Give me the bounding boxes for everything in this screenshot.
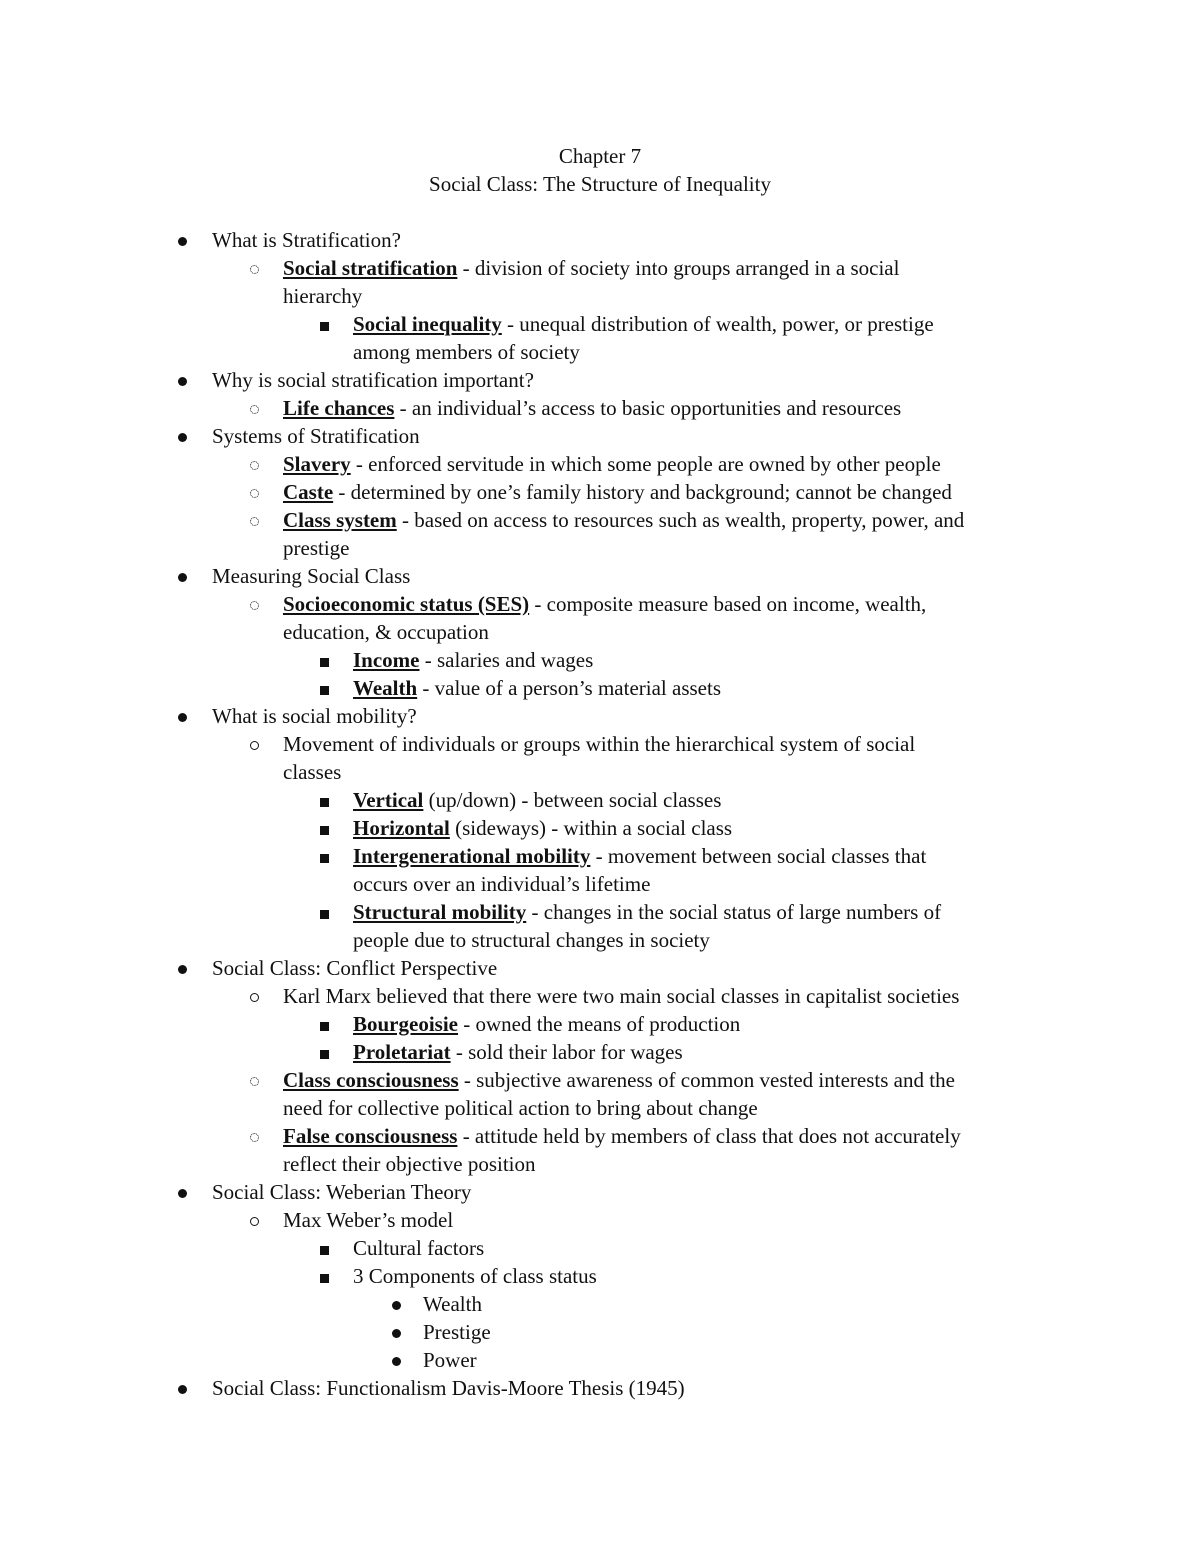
outline-item [0, 646, 1200, 674]
item-text: 3 Components of class status [353, 1264, 597, 1288]
chapter-subtitle: Social Class: The Structure of Inequality [429, 172, 771, 196]
item-text: Social Class: Weberian Theory [212, 1180, 472, 1204]
item-text: - unequal distribution of wealth, power, or prestige [501, 312, 934, 336]
outline-item [0, 422, 1200, 450]
outline-item [0, 1374, 1200, 1402]
outline-item [0, 282, 1200, 310]
item-text: (sideways) - within a social class [449, 816, 733, 840]
outline-item [0, 1150, 1200, 1178]
bullet-square-icon [320, 826, 329, 835]
bullet-ring-icon [250, 1217, 259, 1226]
item-text: people due to structural changes in society [353, 928, 710, 952]
outline-item [0, 366, 1200, 394]
key-term: Income [353, 648, 420, 672]
outline-item [0, 562, 1200, 590]
bullet-ring-dotted-icon [250, 1077, 259, 1086]
outline-item [0, 1066, 1200, 1094]
bullet-ring-icon [250, 993, 259, 1002]
outline-item [0, 1318, 1200, 1346]
outline-item [0, 226, 1200, 254]
bullet-square-icon [320, 686, 329, 695]
bullet-dot-icon [392, 1301, 401, 1310]
key-term: Social inequality [353, 312, 502, 336]
item-text: - subjective awareness of common vested interests and the [458, 1068, 955, 1092]
bullet-dot-icon [392, 1329, 401, 1338]
outline-item [0, 534, 1200, 562]
item-text: prestige [283, 536, 350, 560]
bullet-dot-icon [178, 573, 187, 582]
outline-item [0, 618, 1200, 646]
outline-item [0, 338, 1200, 366]
key-term: Intergenerational mobility [353, 844, 591, 868]
item-text: reflect their objective position [283, 1152, 536, 1176]
item-text: What is Stratification? [212, 228, 401, 252]
item-text: Why is social stratification important? [212, 368, 534, 392]
item-text: What is social mobility? [212, 704, 417, 728]
bullet-dot-icon [178, 433, 187, 442]
item-text: - division of society into groups arranged in a social [457, 256, 900, 280]
bullet-square-icon [320, 658, 329, 667]
key-term: False consciousness [283, 1124, 458, 1148]
bullet-ring-dotted-icon [250, 517, 259, 526]
item-text: hierarchy [283, 284, 363, 308]
key-term: Life chances [283, 396, 395, 420]
item-text: Prestige [423, 1320, 491, 1344]
outline-item [0, 1178, 1200, 1206]
outline-item [0, 730, 1200, 758]
outline-item [0, 1346, 1200, 1374]
item-text: Movement of individuals or groups within the hierarchical system of social [283, 732, 916, 756]
bullet-square-icon [320, 322, 329, 331]
item-text: classes [283, 760, 342, 784]
bullet-dot-icon [178, 713, 187, 722]
item-text: - attitude held by members of class that does not accurately [457, 1124, 961, 1148]
bullet-square-icon [320, 910, 329, 919]
outline-item [0, 1234, 1200, 1262]
bullet-square-icon [320, 1050, 329, 1059]
item-text: Max Weber’s model [283, 1208, 454, 1232]
outline-item [0, 1290, 1200, 1318]
bullet-square-icon [320, 1246, 329, 1255]
item-text: - value of a person’s material assets [417, 676, 721, 700]
key-term: Class consciousness [283, 1068, 459, 1092]
bullet-square-icon [320, 1022, 329, 1031]
outline-item [0, 926, 1200, 954]
outline-item [0, 842, 1200, 870]
item-text: occurs over an individual’s lifetime [353, 872, 651, 896]
chapter-heading: Chapter 7 [558, 144, 642, 168]
item-text: (up/down) - between social classes [423, 788, 722, 812]
key-term: Vertical [353, 788, 424, 812]
item-text: - an individual’s access to basic opportunities and resources [394, 396, 902, 420]
bullet-ring-dotted-icon [250, 461, 259, 470]
bullet-ring-icon [250, 741, 259, 750]
item-text: - determined by one’s family history and background; cannot be changed [333, 480, 952, 504]
outline-item [0, 1010, 1200, 1038]
bullet-dot-icon [178, 965, 187, 974]
bullet-dot-icon [178, 1189, 187, 1198]
item-text: Karl Marx believed that there were two main social classes in capitalist societies [283, 984, 960, 1008]
notes-outline [0, 226, 1200, 1402]
item-text: - composite measure based on income, wealth, [529, 592, 927, 616]
bullet-ring-dotted-icon [250, 265, 259, 274]
key-term: Bourgeoisie [353, 1012, 458, 1036]
key-term: Social stratification [283, 256, 458, 280]
bullet-square-icon [320, 854, 329, 863]
bullet-dot-icon [178, 1385, 187, 1394]
item-text: - sold their labor for wages [450, 1040, 683, 1064]
item-text: education, & occupation [283, 620, 489, 644]
key-term: Caste [283, 480, 334, 504]
bullet-dot-icon [178, 377, 187, 386]
key-term: Horizontal [353, 816, 450, 840]
outline-item [0, 1122, 1200, 1150]
outline-item [0, 450, 1200, 478]
outline-item [0, 674, 1200, 702]
bullet-square-icon [320, 798, 329, 807]
item-text: - owned the means of production [458, 1012, 741, 1036]
outline-item [0, 478, 1200, 506]
outline-item [0, 982, 1200, 1010]
item-text: Measuring Social Class [212, 564, 411, 588]
key-term: Slavery [283, 452, 351, 476]
outline-item [0, 590, 1200, 618]
outline-item [0, 394, 1200, 422]
bullet-ring-dotted-icon [250, 1133, 259, 1142]
outline-item [0, 758, 1200, 786]
item-text: need for collective political action to bring about change [283, 1096, 758, 1120]
outline-item [0, 898, 1200, 926]
outline-item [0, 506, 1200, 534]
key-term: Proletariat [353, 1040, 451, 1064]
outline-item [0, 254, 1200, 282]
bullet-dot-icon [392, 1357, 401, 1366]
key-term: Structural mobility [353, 900, 527, 924]
outline-item [0, 1206, 1200, 1234]
bullet-dot-icon [178, 237, 187, 246]
item-text: Social Class: Functionalism Davis-Moore Thesis (1945) [212, 1376, 685, 1400]
outline-item [0, 954, 1200, 982]
key-term: Socioeconomic status (SES) [283, 592, 530, 616]
outline-item [0, 1094, 1200, 1122]
outline-item [0, 814, 1200, 842]
outline-item [0, 1262, 1200, 1290]
item-text: Social Class: Conflict Perspective [212, 956, 498, 980]
item-text: - salaries and wages [419, 648, 594, 672]
outline-item [0, 1038, 1200, 1066]
item-text: among members of society [353, 340, 580, 364]
key-term: Class system [283, 508, 397, 532]
outline-item [0, 702, 1200, 730]
outline-item [0, 870, 1200, 898]
bullet-square-icon [320, 1274, 329, 1283]
item-text: Cultural factors [353, 1236, 485, 1260]
item-text: - changes in the social status of large numbers of [526, 900, 942, 924]
item-text: - enforced servitude in which some people are owned by other people [350, 452, 941, 476]
bullet-ring-dotted-icon [250, 601, 259, 610]
bullet-ring-dotted-icon [250, 405, 259, 414]
item-text: - movement between social classes that [590, 844, 927, 868]
key-term: Wealth [353, 676, 418, 700]
outline-item [0, 786, 1200, 814]
outline-item [0, 310, 1200, 338]
item-text: Power [423, 1348, 477, 1372]
item-text: Wealth [423, 1292, 482, 1316]
title-block [0, 142, 1200, 198]
bullet-ring-dotted-icon [250, 489, 259, 498]
item-text: - based on access to resources such as wealth, property, power, and [396, 508, 965, 532]
item-text: Systems of Stratification [212, 424, 420, 448]
